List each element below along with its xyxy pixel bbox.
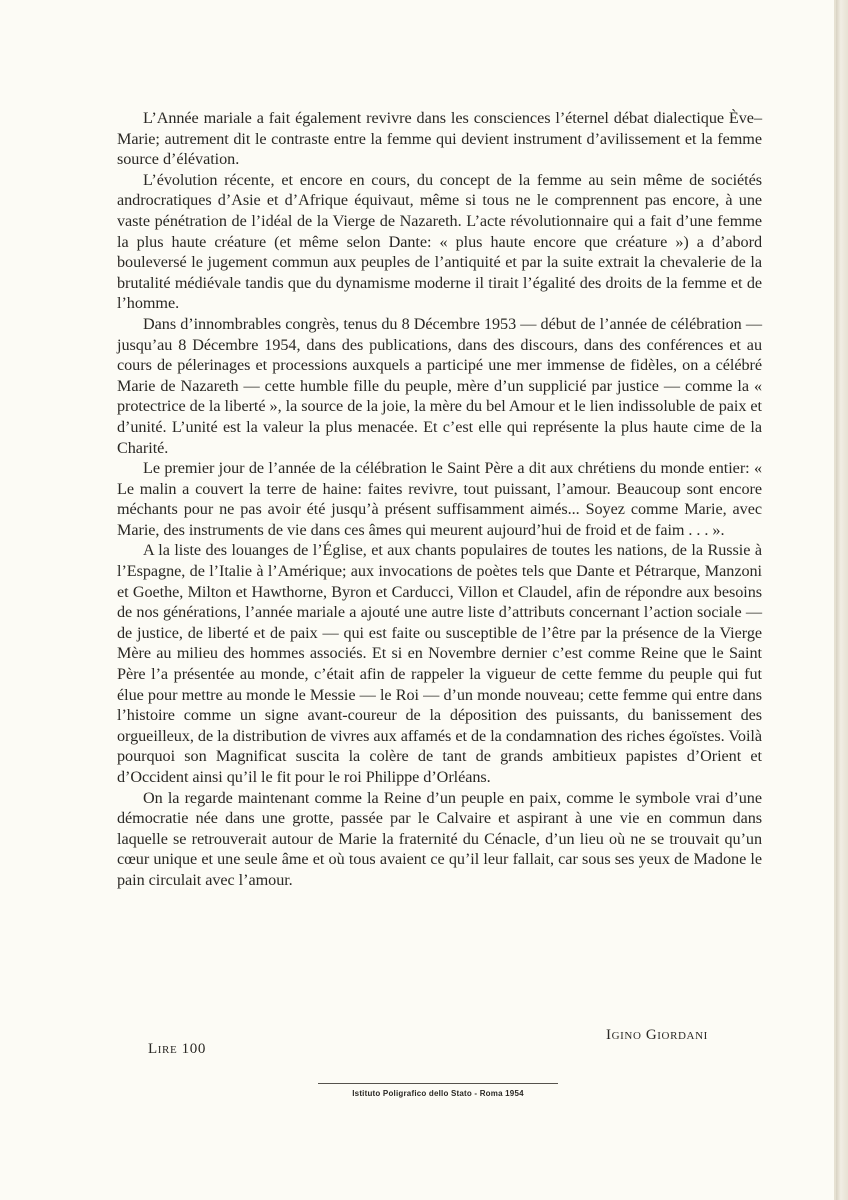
paragraph-6: On la regarde maintenant comme la Reine d’un peuple en paix, comme le symbole vrai d’une démocratie née dans une grotte, passée par le Calvaire et aspirant à une vie en commun dans laquelle se retrouverait autour de Marie la fraternité du Cénacle, d’un lieu où ne se trouvait qu’un cœur unique et une seule âme et où tous avaient ce qu’il leur fallait, car sous ses yeux de Madone le pain circulait avec l’amour. — [117, 788, 762, 889]
imprint-divider — [318, 1083, 558, 1084]
price-label: Lire 100 — [148, 1041, 206, 1057]
paragraph-3: Dans d’innombrables congrès, tenus du 8 Décembre 1953 — début de l’année de célébration — jusqu’au 8 Décembre 1954, dans des publications, dans des discours, dans des conférences et au cours de pélerinages et processions auxquels a participé une mer immense de fidèles, on a célébré Marie de Nazareth — cette humble fille du peuple, mère d’un supplicié par justice — comme la « protectrice de la liberté », la source de la joie, la mère du bel Amour et le lien indissoluble de paix et d’unité. L’unité est la valeur la plus menacée. Et c’est elle qui représente la plus haute cime de la Charité. — [117, 314, 762, 457]
author-signature: Igino Giordani — [606, 1027, 708, 1043]
printer-imprint: Istituto Poligrafico dello Stato - Roma 1954 — [352, 1089, 524, 1098]
paragraph-2: L’évolution récente, et encore en cours, du concept de la femme au sein même de sociétés androcratiques d’Asie et d’Afrique équivaut, même si tous ne le comprennent pas encore, à une vaste pénétration de l’idéal de la Vierge de Nazareth. L’acte révolutionnaire qui a fait d’une femme la plus haute créature (et même selon Dante: « plus haute encore que créature ») a d’abord bouleversé le jugement commun aux peuples de l’antiquité et par la suite extrait la chevalerie de la brutalité médiévale tandis que du dynamisme moderne il tirait l’égalité des droits de la femme et de l’homme. — [117, 170, 762, 313]
article-body — [117, 108, 762, 891]
paragraph-5: A la liste des louanges de l’Église, et aux chants populaires de toutes les nations, de la Russie à l’Espagne, de l’Italie à l’Amérique; aux invocations de poètes tels que Dante et Pétrarque, Manzoni et Goethe, Milton et Hawthorne, Byron et Carducci, Villon et Claudel, afin de répondre aux besoins de nos générations, l’année mariale a ajouté une autre liste d’attributs concernant l’action sociale — de justice, de liberté et de paix — qui est faite ou susceptible de l’être par la présence de la Vierge Mère au milieu des hommes associés. Et si en Novembre dernier c’est comme Reine que le Saint Père l’a présentée au monde, c’était afin de rappeler la vigueur de cette femme du peuple qui fut élue pour mettre au monde le Messie — le Roi — d’un monde nouveau; cette femme qui entre dans l’histoire comme un signe avant-coureur de la déposition des puissants, du banissement des orgueilleux, de la distribution de vivres aux affamés et de la condamnation des riches égoïstes. Voilà pourquoi son Magnificat suscita la colère de tant de grands ambitieux papistes d’Orient et d’Occident ainsi qu’il le fit pour le roi Philippe d’Orléans. — [117, 541, 762, 786]
page-edge — [836, 0, 848, 1200]
paragraph-4: Le premier jour de l’année de la célébration le Saint Père a dit aux chrétiens du monde entier: « Le malin a couvert la terre de haine: faites revivre, tout puissant, l’amour. Beaucoup sont encore méchants pour ne pas avoir été jusqu’à présent suffisamment aimés... Soyez comme Marie, avec Marie, des instruments de vie dans ces âmes qui meurent aujourd’hui de froid et de faim . . . ». — [117, 459, 762, 539]
paragraph-1: L’Année mariale a fait également revivre dans les consciences l’éternel débat dialectique Ève–Marie; autrement dit le contraste entre la femme qui devient instrument d’avilissement et la femme source d’élévation. — [117, 109, 762, 169]
